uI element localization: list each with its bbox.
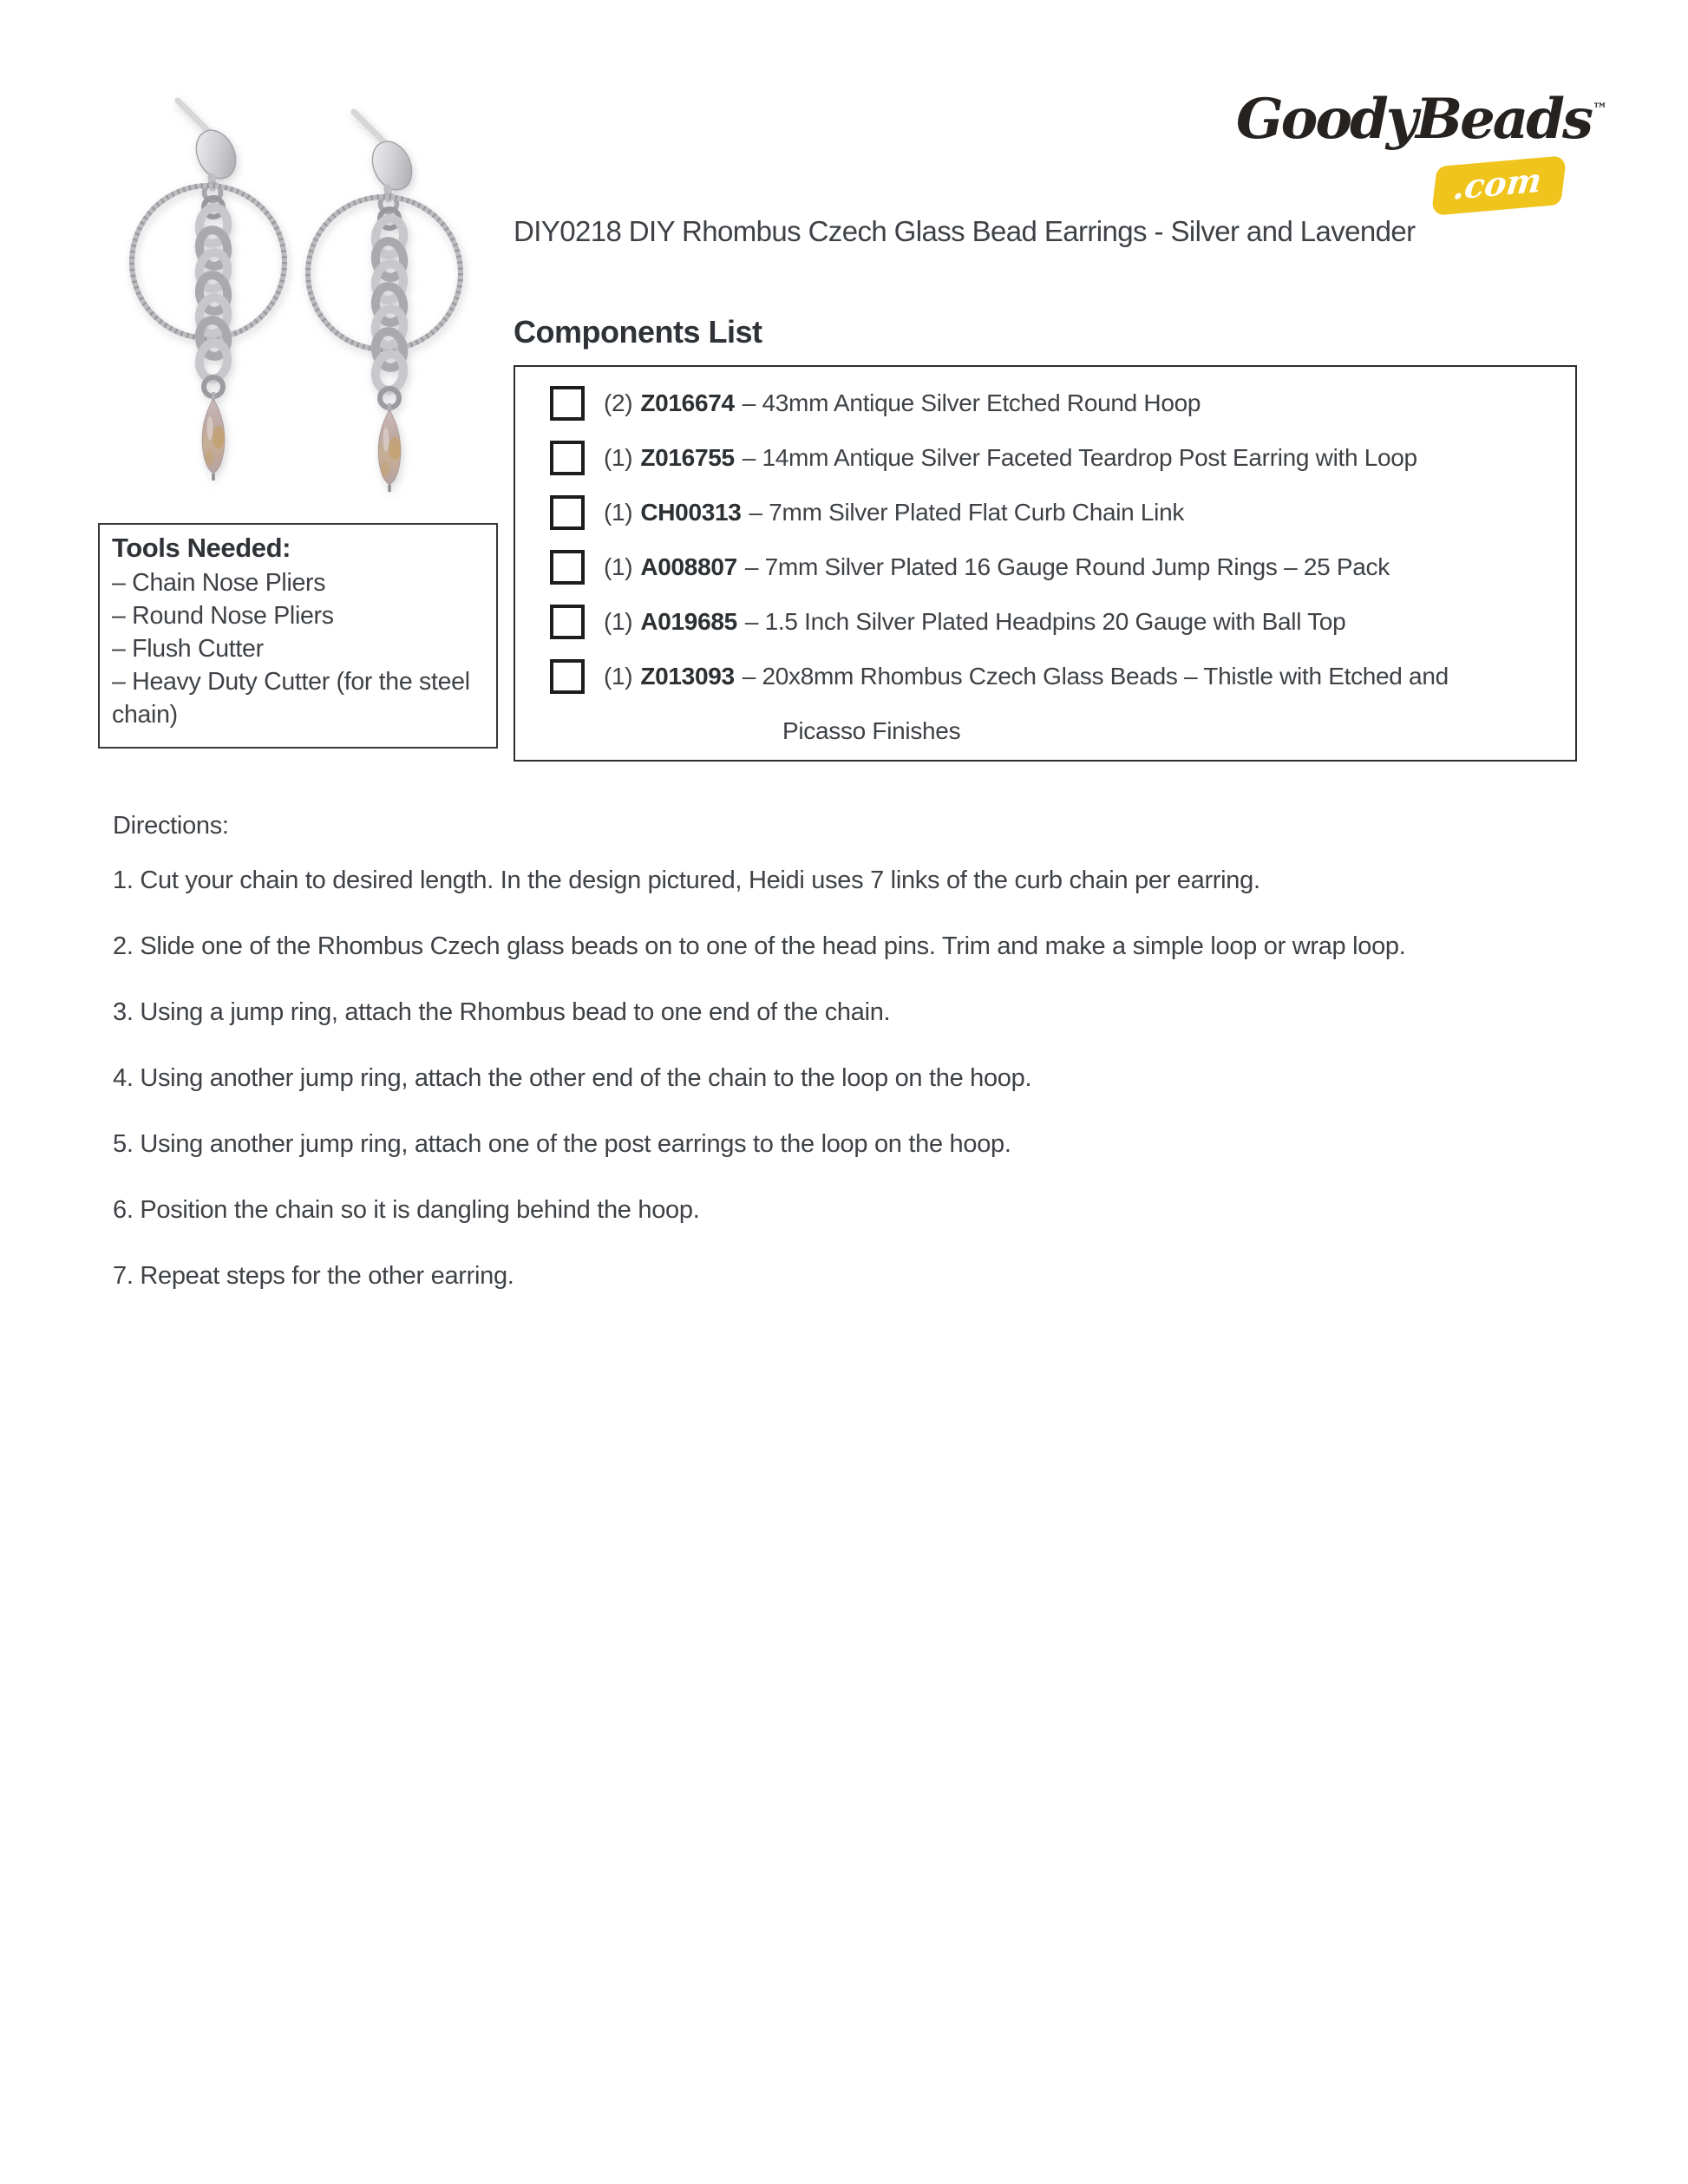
component-checkbox[interactable]	[550, 495, 585, 530]
product-photo-earrings	[82, 78, 507, 512]
component-label: (1) Z013093 – 20x8mm Rhombus Czech Glass Beads – Thistle with Etched and	[604, 662, 1449, 690]
tools-needed-box	[98, 523, 498, 749]
direction-step: 4. Using another jump ring, attach the other end of the chain to the loop on the hoop.	[113, 1064, 1032, 1092]
direction-step: 2. Slide one of the Rhombus Czech glass beads on to one of the head pins. Trim and make a simple loop or wrap loop.	[113, 932, 1406, 960]
component-label: (1) Z016755 – 14mm Antique Silver Faceted Teardrop Post Earring with Loop	[604, 443, 1417, 471]
components-list-heading: Components List	[514, 314, 762, 350]
direction-step: 3. Using a jump ring, attach the Rhombus bead to one end of the chain.	[113, 998, 891, 1026]
tool-item: – Flush Cutter	[112, 635, 264, 663]
trademark-symbol: ™	[1593, 101, 1608, 118]
component-label: (1) CH00313 – 7mm Silver Plated Flat Curb Chain Link	[604, 498, 1185, 526]
page-title: DIY0218 DIY Rhombus Czech Glass Bead Earrings - Silver and Lavender	[514, 215, 1416, 247]
logo-brand-text: GoodyBeads ™	[1236, 87, 1608, 152]
tool-item: – Chain Nose Pliers	[112, 569, 326, 597]
direction-step: 7. Repeat steps for the other earring.	[113, 1262, 514, 1290]
component-label-line2: Picasso Finishes	[782, 717, 961, 744]
component-row	[550, 485, 1575, 539]
component-row	[550, 430, 1575, 485]
component-row	[550, 649, 1575, 703]
direction-step: 6. Position the chain so it is dangling behind the hoop.	[113, 1196, 700, 1224]
component-checkbox[interactable]	[550, 659, 585, 694]
tool-item: – Round Nose Pliers	[112, 602, 334, 630]
component-row-continuation	[782, 714, 1575, 749]
component-label: (1) A008807 – 7mm Silver Plated 16 Gauge Round Jump Rings – 25 Pack	[604, 553, 1390, 580]
component-label: (2) Z016674 – 43mm Antique Silver Etched Round Hoop	[604, 389, 1201, 416]
component-label: (1) A019685 – 1.5 Inch Silver Plated Headpins 20 Gauge with Ball Top	[604, 607, 1346, 635]
direction-step: 1. Cut your chain to desired length. In the design pictured, Heidi uses 7 links of the curb chain per earring.	[113, 866, 1260, 894]
logo-com-banner: .com	[1431, 155, 1567, 216]
goodybeads-logo	[1236, 87, 1608, 226]
directions-heading: Directions:	[113, 812, 229, 840]
component-checkbox[interactable]	[550, 386, 585, 421]
component-row	[550, 594, 1575, 649]
component-checkbox[interactable]	[550, 550, 585, 585]
tools-needed-heading: Tools Needed:	[112, 533, 291, 563]
component-row	[550, 539, 1575, 594]
components-list-box	[514, 365, 1577, 762]
component-checkbox[interactable]	[550, 605, 585, 639]
direction-step: 5. Using another jump ring, attach one of the post earrings to the loop on the hoop.	[113, 1130, 1011, 1158]
component-checkbox[interactable]	[550, 441, 585, 475]
directions-section	[113, 812, 1605, 1328]
tool-item: – Heavy Duty Cutter (for the steel chain)	[112, 668, 470, 729]
component-row	[550, 376, 1575, 430]
